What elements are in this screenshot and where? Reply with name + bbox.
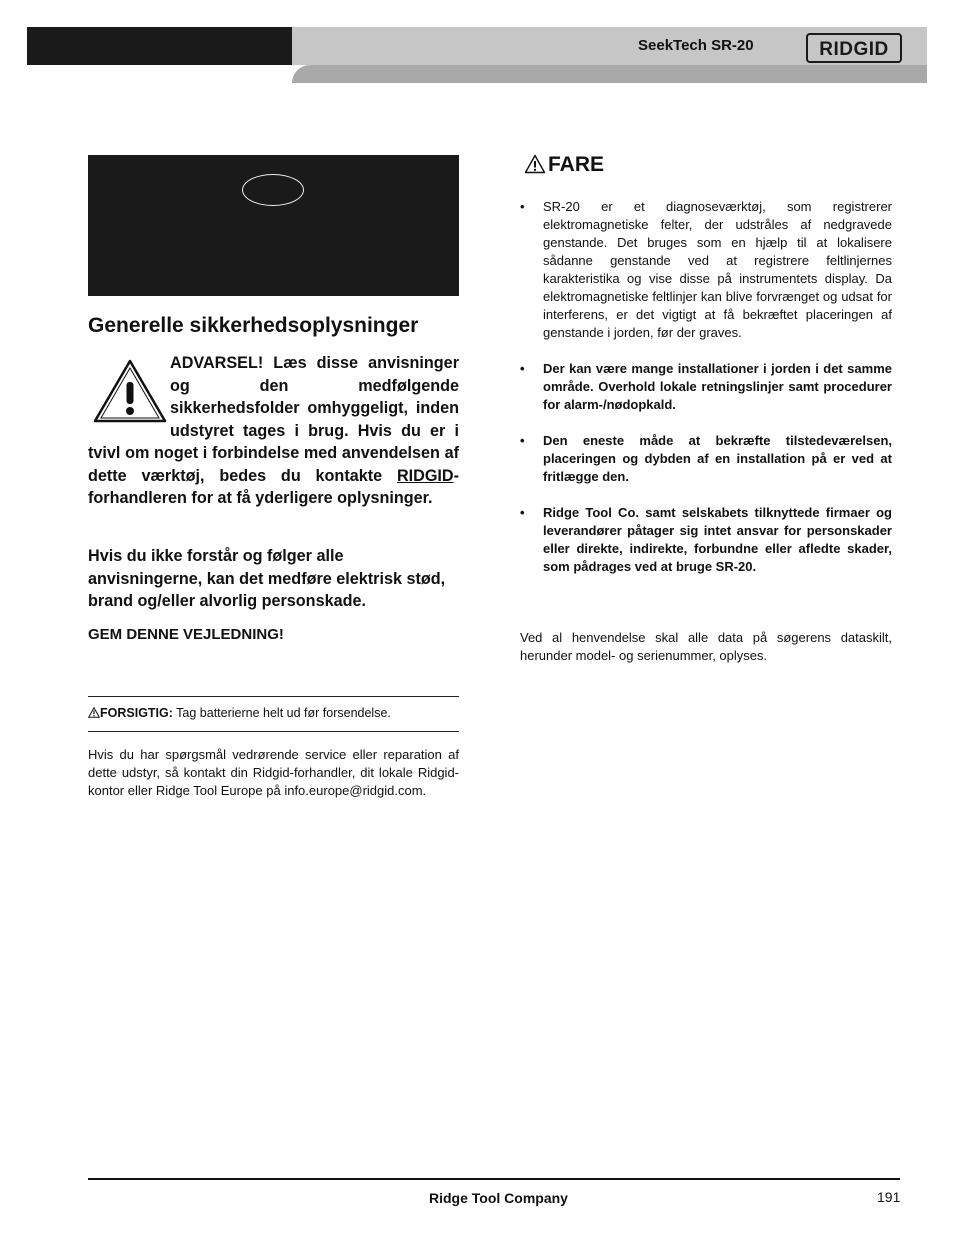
page-number: 191 — [877, 1189, 901, 1205]
caution-top-rule — [88, 696, 459, 697]
warning-tail: -forhandleren for at få yderligere oplysninger. — [88, 466, 459, 507]
service-paragraph: Hvis du har spørgsmål vedrørende service eller reparation af dette udstyr, så kontakt din Ridgid-forhandler, dit lokale Ridgid-kontor eller Ridge Tool Europe på info.europe@ridgid.com. — [88, 747, 459, 798]
svg-text:RIDGID: RIDGID — [819, 39, 889, 60]
danger-item-text: SR-20 er et diagnoseværktøj, som registrerer elektromagnetiske felter, der udstråles af nedgravede genstande. Det bruges som en hjælp til at lokalisere sådanne genstande ved at registrere feltlinjernes karakteristika og vise disse på instrumentets display. Da elektromagnetiske feltlinjer kan blive forvrænget og udsat for interferens, er det vigtigt at få bekræftet placeringen af genstande i jorden, før der graves. — [543, 199, 892, 340]
danger-triangle-icon — [524, 154, 546, 174]
danger-item — [520, 198, 892, 342]
caution-line — [88, 706, 391, 720]
caution-triangle-icon — [88, 707, 100, 718]
dataplate-note: Ved al henvendelse skal alle data på søgerens dataskilt, herunder model- og serienummer, oplyses. — [520, 630, 892, 663]
oval-outline — [242, 174, 304, 206]
model-name: SeekTech SR-20 — [638, 37, 754, 54]
danger-title: FARE — [548, 153, 605, 176]
danger-item-text: Ridge Tool Co. samt selskabets tilknyttede firmaer og leverandører påtager sig intet ansvar for personskader eller direkte, indirekte, forbundne eller afledte skader, som pådrages ved at bruge SR-20. — [543, 505, 892, 574]
warning-paragraph-2: Hvis du ikke forstår og følger alle anvisningerne, kan det medføre elektrisk stød, brand og/eller alvorlig personskade. — [88, 547, 446, 610]
warning-lead: ADVARSEL! Læs disse anvisninger og den medfølgende sikkerhedsfolder omhyggeligt, inden udstyret tages i brug. Hvis du er i tvivl om noget i forbindelse med anvendelsen af dette værktøj, bedes du kontakte — [88, 354, 459, 485]
warning-paragraph — [88, 352, 459, 510]
header-black-bar — [27, 27, 292, 65]
danger-item — [520, 432, 892, 486]
caution-text: Tag batterierne helt ud før forsendelse. — [176, 706, 391, 720]
footer-rule — [88, 1178, 900, 1180]
danger-item-text: Den eneste måde at bekræfte tilstedeværelsen, placeringen og dybden af en installation på er ved at fritlægge den. — [543, 433, 892, 484]
section-title: Generelle sikkerhedsoplysninger — [88, 314, 419, 337]
bullet-mark: • — [520, 361, 525, 376]
danger-list — [520, 198, 892, 594]
danger-item-text: Der kan være mange installationer i jorden i det samme område. Overhold lokale retningslinjer samt procedurer for alarm-/nødopkald. — [543, 361, 892, 412]
footer-company: Ridge Tool Company — [429, 1190, 568, 1206]
caution-label: FORSIGTIG: — [100, 706, 173, 720]
save-instructions-note: GEM DENNE VEJLEDNING! — [88, 626, 284, 643]
bullet-mark: • — [520, 505, 525, 520]
danger-item — [520, 504, 892, 576]
bullet-mark: • — [520, 199, 525, 214]
caution-bottom-rule — [88, 731, 459, 732]
bullet-mark: • — [520, 433, 525, 448]
danger-item — [520, 360, 892, 414]
ridgid-logo — [806, 33, 902, 63]
warning-brand: RIDGID — [396, 466, 454, 485]
header-grey-strip — [292, 65, 927, 83]
